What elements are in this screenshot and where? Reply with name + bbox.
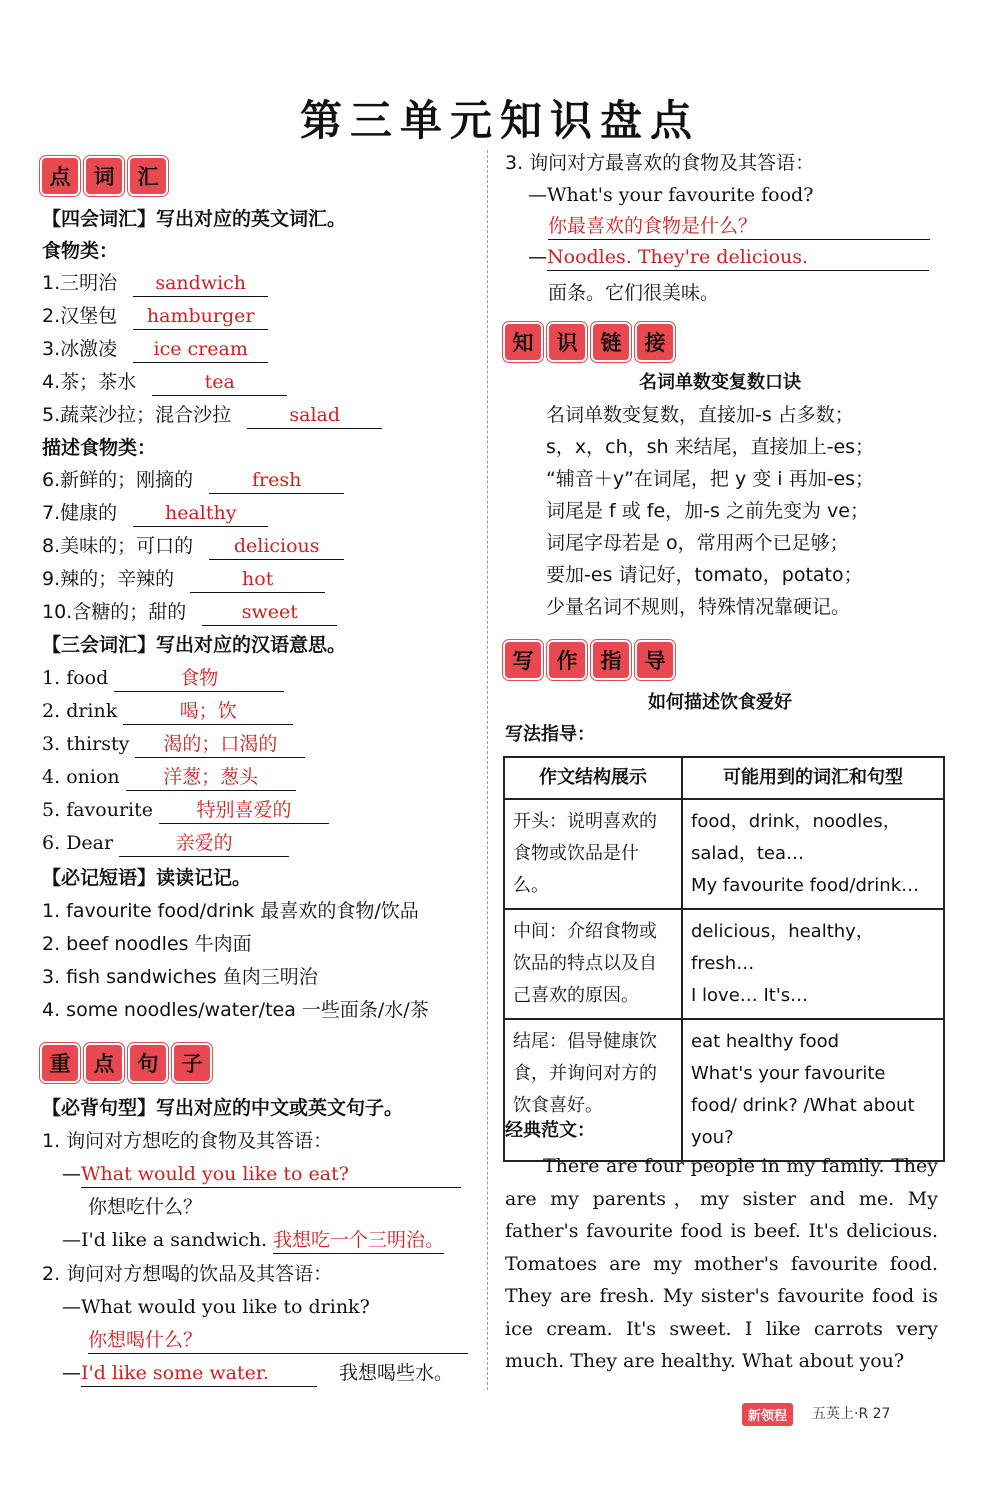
answer: sandwich xyxy=(133,270,268,297)
vocab-item: 10.含糖的；甜的 sweet xyxy=(42,599,337,626)
meaning-item: 1. food 食物 xyxy=(42,665,284,692)
banner-char: 词 xyxy=(84,156,124,196)
banner-char: 重 xyxy=(40,1043,80,1083)
answer: 你想喝什么？ xyxy=(88,1327,468,1354)
q2-title: 2. 询问对方想喝的饮品及其答语： xyxy=(42,1263,333,1285)
table-header: 可能用到的词汇和句型 xyxy=(682,757,944,799)
page-title: 第三单元知识盘点 xyxy=(299,96,700,145)
banner-char: 点 xyxy=(40,156,80,196)
table-cell: 开头：说明喜欢的食物或饮品是什么。 xyxy=(504,799,682,909)
banner-char: 知 xyxy=(503,322,543,362)
answer: healthy xyxy=(133,500,268,527)
table-cell: 中间：介绍食物或饮品的特点以及自己喜欢的原因。 xyxy=(504,909,682,1019)
answer: What would you like to eat? xyxy=(81,1161,461,1188)
meaning-item: 3. thirsty 渴的；口渴的 xyxy=(42,731,305,758)
answer: hamburger xyxy=(133,303,268,330)
sample-heading: 经典范文： xyxy=(505,1120,595,1141)
meaning-item: 5. favourite 特别喜爱的 xyxy=(42,797,329,824)
phrase-item: 4. some noodles/water/tea 一些面条/水/茶 xyxy=(42,999,429,1021)
banner-key-sentences xyxy=(40,1043,212,1083)
phrase-item: 2. beef noodles 牛肉面 xyxy=(42,933,252,955)
vocab-item: 2.汉堡包 hamburger xyxy=(42,303,268,330)
banner-char: 指 xyxy=(591,640,631,680)
q3-reply: —Noodles. They're delicious. xyxy=(528,244,929,271)
banner-knowledge-link xyxy=(503,322,675,362)
q1-translation: 你想吃什么？ xyxy=(88,1196,203,1218)
table-row xyxy=(504,909,944,1019)
rule-line: 要加-es 请记好，tomato，potato； xyxy=(546,564,863,586)
plural-rules-heading: 名词单数变复数口诀 xyxy=(639,372,801,393)
q2-question: —What would you like to drink? xyxy=(62,1296,370,1318)
answer: delicious xyxy=(209,533,344,560)
table-cell: delicious，healthy，fresh… I love… It's… xyxy=(682,909,944,1019)
vocab-item: 1.三明治 sandwich xyxy=(42,270,268,297)
vocab-item: 6.新鲜的；刚摘的 fresh xyxy=(42,467,344,494)
q3-question: —What's your favourite food? xyxy=(528,184,814,206)
phrases-heading: 【必记短语】读读记记。 xyxy=(42,867,252,889)
q2-reply: —I'd like some water. 我想喝些水。 xyxy=(62,1360,453,1387)
banner-char: 识 xyxy=(547,322,587,362)
q1-title: 1. 询问对方想吃的食物及其答语： xyxy=(42,1130,333,1152)
vocab-item: 7.健康的 healthy xyxy=(42,500,268,527)
writing-table xyxy=(503,756,945,1162)
three-skills-heading: 【三会词汇】写出对应的汉语意思。 xyxy=(42,634,347,656)
meaning-item: 6. Dear 亲爱的 xyxy=(42,830,289,857)
banner-char: 汇 xyxy=(128,156,168,196)
rule-line: 名词单数变复数，直接加-s 占多数； xyxy=(546,404,854,426)
answer: 我想吃一个三明治。 xyxy=(273,1227,444,1254)
rule-line: 词尾字母若是 o，常用两个已足够； xyxy=(546,532,849,554)
column-divider xyxy=(487,150,488,1390)
rule-line: “辅音＋y”在词尾，把 y 变 i 再加-es； xyxy=(546,468,875,490)
answer: 渴的；口渴的 xyxy=(135,731,305,758)
four-skills-heading: 【四会词汇】写出对应的英文词汇。 xyxy=(42,208,347,230)
answer: 亲爱的 xyxy=(119,830,289,857)
phrase-item: 3. fish sandwiches 鱼肉三明治 xyxy=(42,966,318,988)
q2-translation xyxy=(88,1327,468,1354)
banner-char: 导 xyxy=(635,640,675,680)
rule-line: 少量名词不规则，特殊情况靠硬记。 xyxy=(546,596,851,618)
vocab-item: 5.蔬菜沙拉；混合沙拉 salad xyxy=(42,402,382,429)
phrase-item: 1. favourite food/drink 最喜欢的食物/饮品 xyxy=(42,900,419,922)
answer: Noodles. They're delicious. xyxy=(547,244,929,271)
banner-char: 作 xyxy=(547,640,587,680)
answer: salad xyxy=(247,402,382,429)
brand-badge: 新领程 xyxy=(742,1403,793,1426)
table-row xyxy=(504,799,944,909)
banner-char: 点 xyxy=(84,1043,124,1083)
q1-reply: —I'd like a sandwich. 我想吃一个三明治。 xyxy=(62,1227,444,1254)
q3-translation xyxy=(548,213,930,240)
q1-question: —What would you like to eat? xyxy=(62,1161,461,1188)
rule-line: 词尾是 f 或 fe，加-s 之前先变为 ve； xyxy=(546,500,869,522)
banner-char: 句 xyxy=(128,1043,168,1083)
banner-vocab xyxy=(40,156,168,196)
answer: tea xyxy=(152,369,287,396)
answer: sweet xyxy=(202,599,337,626)
describe-heading: 描述食物类： xyxy=(42,437,157,459)
answer: fresh xyxy=(209,467,344,494)
banner-writing-guide xyxy=(503,640,675,680)
answer: 你最喜欢的食物是什么？ xyxy=(548,213,930,240)
banner-char: 接 xyxy=(635,322,675,362)
food-heading: 食物类： xyxy=(42,240,119,262)
banner-char: 链 xyxy=(591,322,631,362)
vocab-item: 4.茶；茶水 tea xyxy=(42,369,287,396)
sentences-heading: 【必背句型】写出对应的中文或英文句子。 xyxy=(42,1097,404,1119)
table-header: 作文结构展示 xyxy=(504,757,682,799)
banner-char: 写 xyxy=(503,640,543,680)
answer: I'd like some water. xyxy=(81,1360,317,1387)
q3-reply-translation: 面条。它们很美味。 xyxy=(548,282,720,304)
meaning-item: 2. drink 喝；饮 xyxy=(42,698,293,725)
writing-guide-label: 写法指导： xyxy=(505,724,595,745)
answer: 喝；饮 xyxy=(123,698,293,725)
table-cell: eat healthy food What's your favourite food/ drink? /What about you? xyxy=(682,1019,944,1161)
table-cell: food，drink，noodles，salad，tea… My favourite food/drink… xyxy=(682,799,944,909)
writing-topic: 如何描述饮食爱好 xyxy=(648,692,792,713)
vocab-item: 9.辣的；辛辣的 hot xyxy=(42,566,325,593)
vocab-item: 8.美味的；可口的 delicious xyxy=(42,533,344,560)
page-number: 五英上·R 27 xyxy=(812,1406,891,1422)
answer: 特别喜爱的 xyxy=(159,797,329,824)
sample-essay: There are four people in my family. They are my parents，my sister and me. My father's favourite food is beef. It's delicious. Tomatoes are my mother's favourite food. They are fresh. My sister's favourite food is ice cream. It's sweet. I like carrots very much. They are healthy. What about you? xyxy=(505,1155,938,1372)
answer: ice cream xyxy=(133,336,268,363)
answer: 食物 xyxy=(114,665,284,692)
banner-char: 子 xyxy=(172,1043,212,1083)
rule-line: s，x，ch，sh 来结尾，直接加上-es； xyxy=(546,436,875,458)
answer: hot xyxy=(190,566,325,593)
answer: 洋葱；葱头 xyxy=(126,764,296,791)
vocab-item: 3.冰激凌 ice cream xyxy=(42,336,268,363)
q3-title: 3. 询问对方最喜欢的食物及其答语： xyxy=(505,152,815,174)
table-cell: 结尾：倡导健康饮食，并询问对方的饮食喜好。 xyxy=(504,1019,682,1161)
meaning-item: 4. onion 洋葱；葱头 xyxy=(42,764,296,791)
